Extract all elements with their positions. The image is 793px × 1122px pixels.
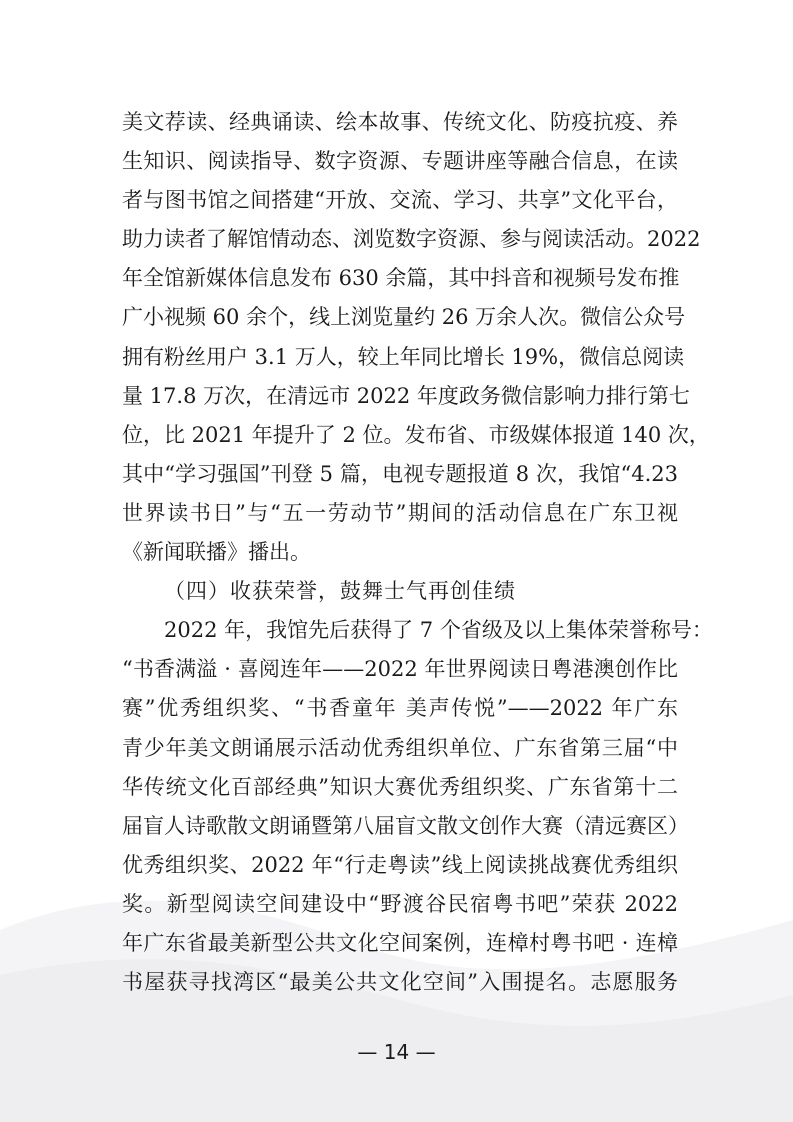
section-heading: （四）收获荣誉，鼓舞士气再创佳绩 [164,579,516,604]
text-line: 届盲人诗歌散文朗诵暨第八届盲文散文创作大赛（清远赛区） [122,813,689,838]
page-number: — 14 — [357,1040,436,1064]
text-line: 量 17.8 万次，在清远市 2022 年度政务微信影响力排行第七 [122,383,690,408]
text-line: 年全馆新媒体信息发布 630 余篇，其中抖音和视频号发布推 [122,266,680,291]
text-line: 奖。新型阅读空间建设中“野渡谷民宿粤书吧”荣获 2022 [122,891,678,916]
text-line: 赛”优秀组织奖、“书香童年 美声传悦”——2022 年广东 [122,696,678,721]
text-line: 助力读者了解馆情动态、浏览数字资源、参与阅读活动。2022 [122,227,701,252]
text-line: 华传统文化百部经典”知识大赛优秀组织奖、广东省第十二 [122,774,678,799]
text-line: “书香满溢 · 喜阅连年——2022 年世界阅读日粤港澳创作比 [122,657,678,682]
paragraph-first-line: 2022 年，我馆先后获得了 7 个省级及以上集体荣誉称号： [164,618,713,643]
text-line: 生知识、阅读指导、数字资源、专题讲座等融合信息，在读 [122,149,678,174]
text-line: 优秀组织奖、2022 年“行走粤读”线上阅读挑战赛优秀组织 [122,852,678,877]
text-line: 者与图书馆之间搭建“开放、交流、学习、共享”文化平台， [122,188,678,213]
text-line: 其中“学习强国”刊登 5 篇，电视专题报道 8 次，我馆“4.23 [122,461,678,486]
text-line: 青少年美文朗诵展示活动优秀组织单位、广东省第三届“中 [122,735,678,760]
text-line: 书屋获寻找湾区“最美公共文化空间”入围提名。志愿服务 [122,970,678,995]
text-line: 广小视频 60 余个，线上浏览量约 26 万余人次。微信公众号 [122,305,686,330]
text-line: 美文荐读、经典诵读、绘本故事、传统文化、防疫抗疫、养 [122,110,678,134]
text-line: 年广东省最美新型公共文化空间案例，连樟村粤书吧 · 连樟 [122,930,678,955]
text-line: 《新闻联播》播出。 [122,540,311,565]
body-text [122,103,713,1002]
text-line: 拥有粉丝用户 3.1 万人，较上年同比增长 19%，微信总阅读 [122,344,685,369]
text-line: 世界读书日”与“五一劳动节”期间的活动信息在广东卫视 [122,500,678,525]
text-line: 位，比 2021 年提升了 2 位。发布省、市级媒体报道 140 次， [122,422,710,447]
